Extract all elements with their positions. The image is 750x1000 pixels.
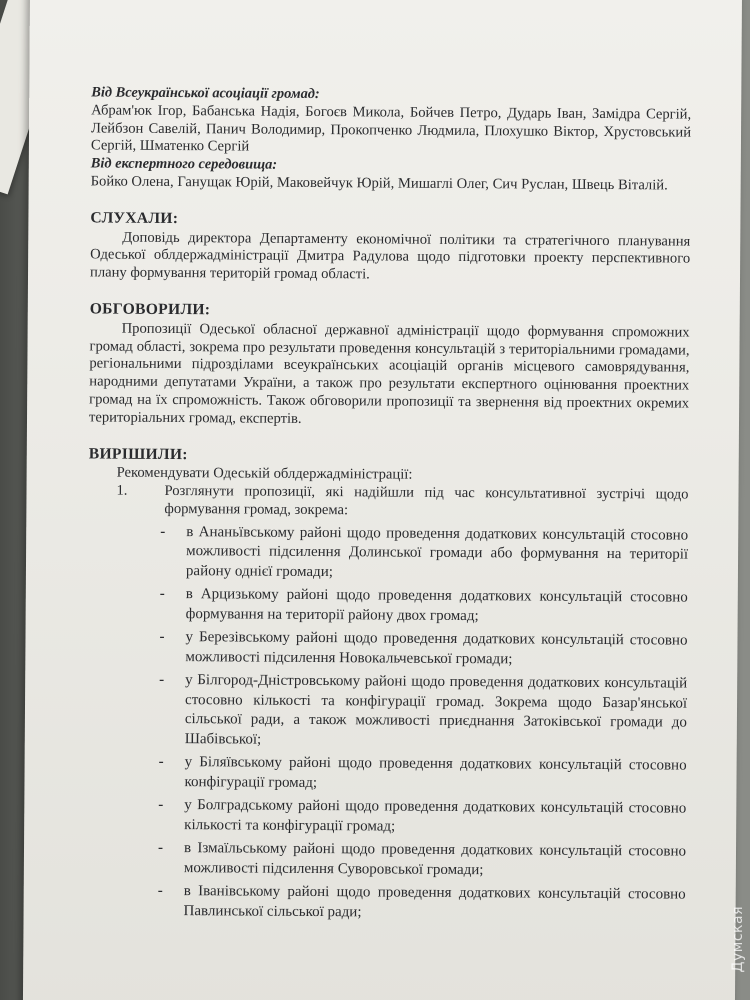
list-item-text: у Березівському районі щодо проведення додаткових консультацій стосовно можливості підсилення Новокальчевської громади; (185, 629, 688, 668)
dash-bullet: - (157, 840, 164, 857)
heard-text: Доповідь директора Департаменту економічної політики та стратегічного планування Одеської облдержадміністрації Дмитра Радулова щодо підготовки проекту перспективного плану формування територій громад області. (89, 229, 691, 283)
decided-title: ВИРІШИЛИ: (88, 444, 188, 463)
dash-bullet: - (158, 754, 164, 771)
dash-bullet: - (159, 672, 165, 689)
list-item-text: в Іванівському районі щодо проведення додаткових консультацій стосовно Павлинської сільської ради; (183, 883, 686, 921)
list-item (86, 839, 686, 882)
list-item (86, 753, 686, 796)
dash-bullet: - (158, 797, 164, 814)
experts-names: Бойко Олена, Ганущак Юрій, Маковейчук Юрій, Мишаглі Олег, Сич Руслан, Швець Віталій. (90, 173, 668, 194)
list-item-text: в Ананьївському районі щодо проведення додаткових консультацій стосовно можливості підсилення Долинської громади або формування на території району однієї громади; (185, 523, 689, 580)
dash-bullet: - (159, 629, 165, 646)
document-content (85, 84, 691, 928)
list-item-text: у Білгород-Дністровському районі щодо проведення додаткових консультацій стосовно кількості та конфігурації громад. Зокрема щодо Базар'янської сільської ради, а також можливості приєднання Затоківської громади до Шабівської; (184, 672, 688, 748)
ukr-association-names: Абрам'юк Ігор, Бабанська Надія, Богоєв Микола, Бойчев Петро, Дударь Іван, Замідра Сергій, Лейбзон Савелій, Панич Володимир, Прокопченко Людмила, Плохушко Віктор, Хрустовський Сергій, Шматенко Сергій (90, 102, 692, 155)
item-text: Розглянути пропозиції, які надійшли під час консультативної зустрічі щодо формування громад, зокрема: (164, 483, 689, 519)
dash-bullet: - (157, 883, 163, 900)
discussed-text: Пропозиції Одеської обласної державної адміністрації щодо формування спроможних громад області, зокрема про результати проведення консультацій з територіальними громадами, регіональними підрозділами всеукраїнських асоціацій органів місцевого самоврядування, народними депутатами України, а також про результати експертного оцінювання проектних громад на їх спроможність. Також обговорили пропозиції та звернення від проектних окремих територіальних громад, експертів. (88, 320, 690, 427)
list-item-text: у Біляївському районі щодо проведення додаткових консультацій стосовно конфігурації громад; (184, 754, 687, 791)
list-item-text: в Ізмаїльському районі щодо проведення додаткових консультацій стосовно можливості підсилення Суворовської громади; (183, 840, 687, 878)
watermark: Думская (730, 905, 746, 972)
heard-title: СЛУХАЛИ: (90, 209, 179, 227)
subitem-list (86, 522, 689, 925)
list-item (87, 671, 688, 753)
numbered-item-1 (116, 483, 688, 523)
list-item-text: у Болградському районі щодо проведення додаткових консультацій стосовно кількості та конфігурації громад; (184, 797, 687, 835)
ukr-association-header: Від Всеукраїнської асоціації громад: (91, 84, 320, 103)
list-item (88, 585, 688, 628)
experts-header: Від експертного середовища: (90, 155, 278, 173)
list-item (88, 522, 688, 585)
list-item (86, 796, 686, 839)
dash-bullet: - (159, 586, 165, 603)
list-item (87, 628, 687, 671)
list-item-text: в Арцизькому районі щодо проведення додаткових консультацій стосовно формування на території району двох громад; (185, 586, 688, 624)
list-item (86, 882, 686, 925)
document-page (23, 0, 742, 1000)
recommendation-text: Рекомендувати Одеській облдержадміністрації: (116, 464, 413, 484)
item-number: 1. (116, 482, 128, 499)
discussed-title: ОБГОВОРИЛИ: (89, 300, 211, 319)
dash-bullet: - (160, 523, 166, 540)
